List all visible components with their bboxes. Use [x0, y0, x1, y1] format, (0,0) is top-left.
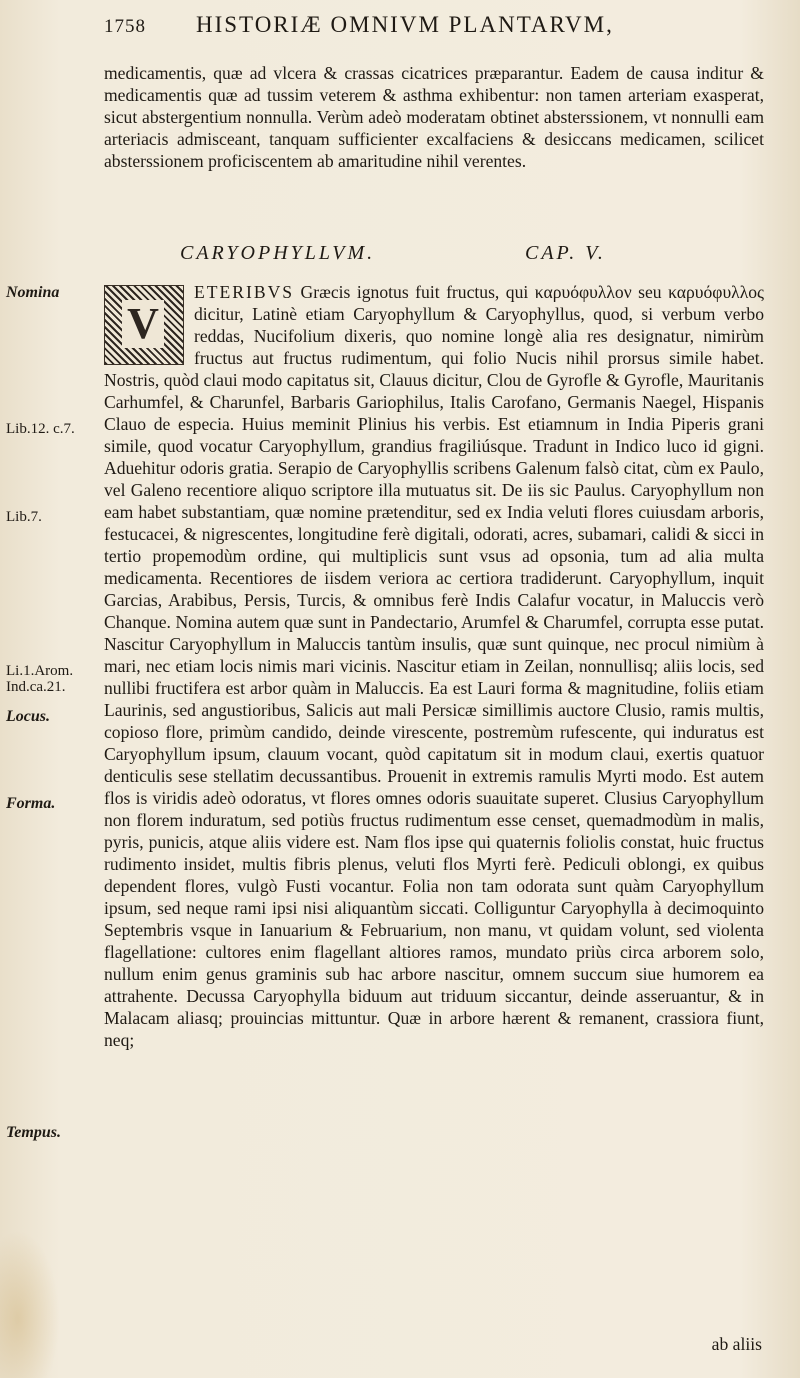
margin-note-lib12: Lib.12. c.7. [6, 421, 75, 437]
decorated-initial-icon [104, 285, 184, 365]
chapter-number: CAP. V. [525, 242, 606, 264]
margin-note-locus: Locus. [6, 708, 50, 725]
margin-note-forma: Forma. [6, 795, 56, 812]
margin-note-nomina: Nomina [6, 284, 60, 301]
margin-note-tempus: Tempus. [6, 1124, 61, 1141]
page-header [104, 12, 770, 42]
page-number: 1758 [104, 16, 146, 37]
main-paragraph-text: Græcis ignotus fuit fructus, qui καρυόφυλλον seu καρυόφυλλος dicitur, Latinè etiam Caryophyllum & Caryophyllus, quod, si verbum verbo reddas, Nucifolium dixeris, quo nomine longè alia res designatur, nimirùm fructus aut fructus rudimentum, qui folio Nucis nihil prorsus simile habet. Nostris, quòd claui modo capitatus sit, Clauus dicitur, Clou de Gyrofle & Gyrofle, Mauritanis Carhumfel, & Charunfel, Barbaris Gariophilus, Italis Carofano, Germanis Naegel, Hispanis Clauo de especia. Huius meminit Plinius his verbis. Est etiamnum in India Piperis grani simile, quod vocatur Caryophyllum, grandius fragiliúsque. Tradunt in Indico luco id gigni. Aduehitur odoris gratia. Serapio de Caryophyllis scribens Galenum falsò citat, cùm ex Paulo, vel Galeno recentiore aliquo scriptore illa mutuatus sit. De iis sic Paulus. Caryophyllum non eam habet substantiam, quæ nomine prætenditur, sed ex India veluti flores cuiusdam arboris, festucacei, & nigrescentes, longitudine ferè digitali, odorati, acres, subamari, calidi & sicci in tertio propemodùm ordine, qui multiplicis sunt vsus ad opsonia, tum ad alia multa medicamenta. Recentiores de iisdem veriora ac certiora tradiderunt. Caryophyllum, inquit Garcias, Arabibus, Persis, Turcis, & omnibus ferè Indis Calafur vocatur, in Maluccis verò Chanque. Nomina autem quæ sunt in Pandectario, Arumfel & Charumfel, corrupta esse putat. Nascitur Caryophyllum in Maluccis tantùm insulis, quæ sunt quinque, nec procul nimiùm à mari, nec etiam locis nimis mari vicinis. Nascitur etiam in Zeilan, nonnullisq; aliis locis, sed nullibi fructifera est arbor quàm in Maluccis. Ea est Lauri forma & magnitudine, foliis etiam Laurinis, sed angustioribus, Salicis aut mali Persicæ simillimis auctore Clusio, ramis multis, copioso flore, primùm candido, deinde virescente, postremùm rufescente, qui induratus est Caryophyllum ipsum, clauum vocant, quòd capitatum sit in modum claui, exertis quatuor denticulis sese stellatim decussantibus. Prouenit in extremis ramulis Myrti modo. Est autem flos is viridis adeò odoratus, vt flores omnes odoris suauitate superet. Clusius Caryophyllum non florem induratum, sed potiùs fructus rudimentum esse censet, quemadmodùm in malis, pyris, punicis, atque aliis videre est. Nam flos ipse qui quaternis foliolis constat, huic fructus rudimento insidet, multis fibris plenus, veluti flos Myrti ferè. Pediculi oblongi, ex quibus dependent flores, vulgò Fusti vocantur. Folia non tam odorata sunt quàm Caryophyllum ipsum, sed neque rami ipsi nisi aliquantùm siccati. Colliguntur Caryophylla à decimoquinto Septembris vsque in Ianuarium & Februarium, non manu, vt quidam volunt, sed violenta flagellatione: cultores enim flagellant altiores ramos, mundato priùs circa arborem solo, nullum enim genus graminis sub hac arbore nascitur, omnem succum siue humorem ea attrahente. Decussa Caryophylla biduum aut triduum siccantur, deinde asseruantur, & in Malacam aliasq; prouincias mittuntur. Quæ in arbore hærent & remanent, crassiora fiunt, neq; [104, 282, 764, 1050]
catchword: ab aliis [711, 1334, 762, 1354]
margin-note-lib7: Lib.7. [6, 509, 42, 525]
paper-stain [0, 1230, 60, 1378]
chapter-heading [180, 242, 740, 270]
running-title: HISTORIÆ OMNIVM PLANTARVM, [196, 12, 614, 37]
margin-note-arom: Li.1.Arom. Ind.ca.21. [6, 663, 74, 695]
intro-paragraph-block [104, 62, 764, 172]
lead-word: ETERIBVS [194, 282, 295, 302]
main-paragraph [104, 281, 764, 1051]
intro-paragraph: medicamentis, quæ ad vlcera & crassas cicatrices præparantur. Eadem de causa inditur & medicamentis quæ ad tussim veterem & asthma exhibentur: non tamen arteriam exasperat, sicut abstergentium nonnulla. Verùm adeò moderatam obtinet absterssionem, vt nonnulli eam arteriacis admisceant, tanquam sufficienter excalfaciens & desiccans medicamen, scilicet absterssionem proficiscentem ab amaritudine nihil verentes. [104, 63, 764, 171]
chapter-title: CARYOPHYLLVM. [180, 242, 376, 264]
main-text-block [104, 281, 764, 1051]
initial-letter: V [122, 300, 164, 348]
